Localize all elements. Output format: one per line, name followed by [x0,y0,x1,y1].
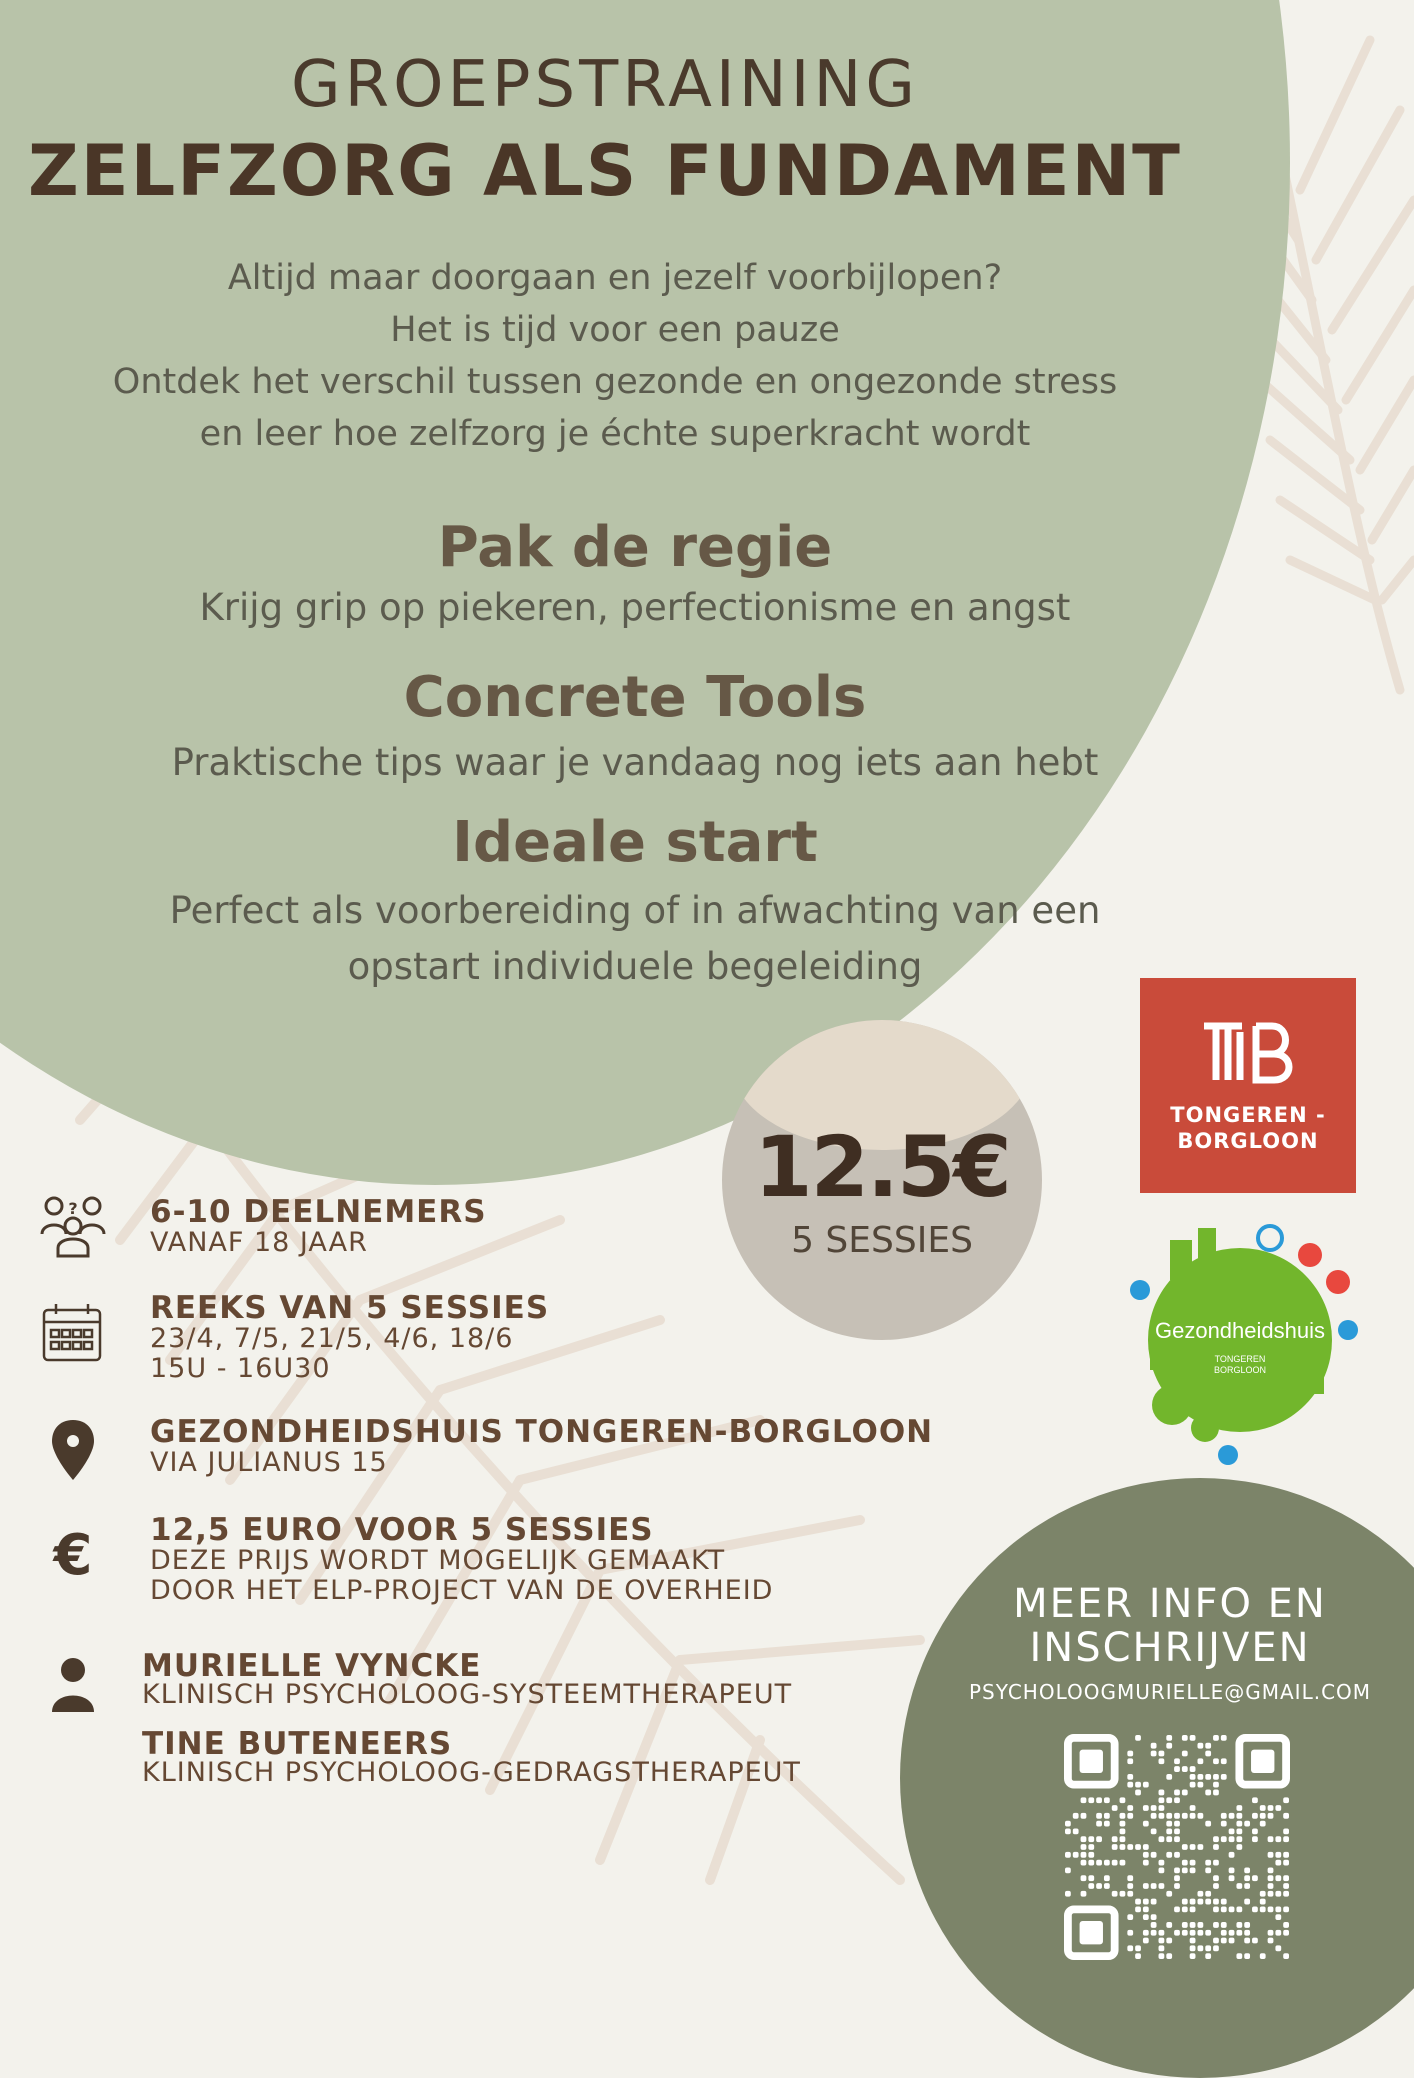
intro-text [60,252,1170,460]
detail-text: DOOR HET ELP-PROJECT VAN DE OVERHEID [150,1575,774,1606]
detail-text: VIA JULIANUS 15 [150,1447,388,1478]
feature-heading: Pak de regie [437,515,833,580]
detail-heading: 6-10 DEELNEMERS [150,1194,487,1230]
feature-text: Praktische tips waar je vandaag nog iets aan hebt [171,741,1099,784]
detail-text: 15U - 16U30 [150,1353,331,1384]
detail-heading: REEKS VAN 5 SESSIES [150,1290,550,1326]
location-pin-icon [38,1416,108,1486]
info-title: MEER INFO EN INSCHRIJVEN [1013,1581,1327,1671]
intro-line: Ontdek het verschil tussen gezonde en ongezonde stress [112,362,1118,402]
gezondheidshuis-label: Gezondheidshuis [1154,1318,1326,1343]
svg-text:?: ? [68,1199,78,1218]
intro-line: en leer hoe zelfzorg je échte superkracht wordt [199,414,1031,454]
feature-heading: Ideale start [452,810,818,875]
person-name: TINE BUTENEERS [142,1726,453,1762]
feature-heading: Concrete Tools [403,665,867,730]
page-title: ZELFZORG ALS FUNDAMENT [28,130,1182,212]
gezondheidshuis-logo [1110,1210,1370,1470]
gezondheidshuis-sub-label: TONGEREN BORGLOON [1213,1354,1267,1375]
person-icon [38,1650,108,1720]
intro-line: Altijd maar doorgaan en jezelf voorbijlopen? [227,258,1003,298]
tongeren-borgloon-logo [1140,978,1356,1193]
calendar-icon [38,1300,108,1370]
qr-code[interactable] [1064,1734,1290,1960]
price-sessions: 5 SESSIES [791,1220,973,1261]
kicker-label: GROEPSTRAINING [291,48,919,122]
detail-text: 23/4, 7/5, 21/5, 4/6, 18/6 [150,1323,514,1354]
email-link[interactable]: PSYCHOLOOGMURIELLE@GMAIL.COM [968,1680,1372,1704]
price-amount: 12.5€ [754,1118,1010,1216]
group-icon [38,1190,108,1260]
detail-heading: GEZONDHEIDSHUIS TONGEREN-BORGLOON [150,1414,934,1450]
detail-text: DEZE PRIJS WORDT MOGELIJK GEMAAKT [150,1545,726,1576]
tb-logo-mark [1198,1018,1298,1088]
person-name: MURIELLE VYNCKE [142,1648,482,1684]
detail-text: VANAF 18 JAAR [150,1227,368,1258]
euro-icon [38,1520,108,1590]
tongeren-borgloon-label: TONGEREN - BORGLOON [1170,1103,1326,1153]
svg-text:€: € [53,1523,93,1588]
intro-line: Het is tijd voor een pauze [390,310,840,350]
feature-text: Perfect als voorbereiding of in afwachting van een opstart individuele begeleiding [169,889,1101,988]
detail-heading: 12,5 EURO VOOR 5 SESSIES [150,1512,654,1548]
person-role: KLINISCH PSYCHOLOOG-GEDRAGSTHERAPEUT [142,1757,801,1788]
person-role: KLINISCH PSYCHOLOOG-SYSTEEMTHERAPEUT [142,1679,793,1710]
feature-text: Krijg grip op piekeren, perfectionisme en angst [199,586,1071,629]
